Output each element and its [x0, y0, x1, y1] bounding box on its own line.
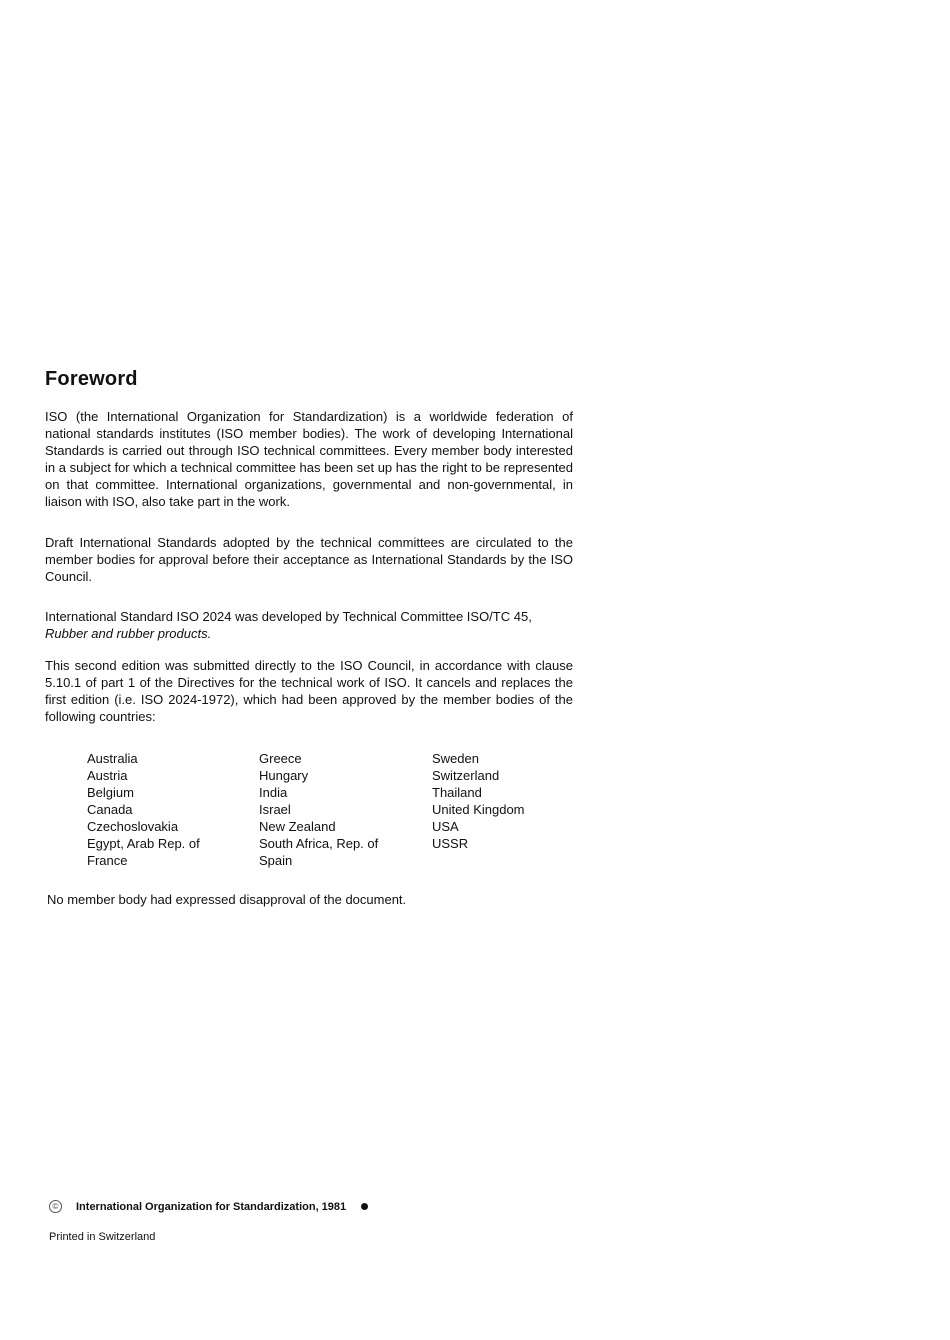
copyright-icon: ©	[49, 1200, 62, 1213]
country-list-column-3	[432, 750, 525, 852]
country-item: Hungary	[259, 768, 309, 783]
country-item: Greece	[259, 751, 302, 766]
country-list-column-1	[87, 750, 200, 869]
country-item: Egypt, Arab Rep. of	[87, 836, 200, 851]
foreword-paragraph-2: Draft International Standards adopted by the technical committees are circulated to the member bodies for approval before their acceptance as International Standards by the ISO Council.	[45, 535, 573, 584]
country-item: Canada	[87, 802, 133, 817]
country-item: Czechoslovakia	[87, 819, 179, 834]
printed-location: Printed in Switzerland	[49, 1231, 156, 1243]
country-item: India	[259, 785, 288, 800]
country-item: USSR	[432, 836, 469, 851]
country-list-column-2	[259, 750, 378, 869]
country-item: Israel	[259, 802, 291, 817]
country-item: United Kingdom	[432, 802, 525, 817]
foreword-paragraph-1: ISO (the International Organization for Standardization) is a worldwide federation of national standards institutes (ISO member bodies). The work of developing International Standards is carried out through ISO technical committees. Every member body interested in a subject for which a technical committee has been set up has the right to be represented on that committee. International organizations, governmental and non-governmental, in liaison with ISO, also take part in the work.	[45, 409, 573, 509]
country-item: South Africa, Rep. of	[259, 836, 379, 851]
foreword-paragraph-3	[45, 608, 573, 642]
country-item: France	[87, 853, 128, 868]
foreword-paragraph-4: This second edition was submitted directly to the ISO Council, in accordance with clause 5.10.1 of part 1 of the Directives for the technical work of ISO. It cancels and replaces the first edition (i.e. ISO 2024-1972), which had been approved by the member bodies of the following countries:	[45, 658, 573, 724]
country-item: Thailand	[432, 785, 482, 800]
country-item: Sweden	[432, 751, 479, 766]
standard-development-text: International Standard ISO 2024 was developed by Technical Committee ISO/TC 45,	[45, 609, 532, 624]
country-item: Switzerland	[432, 768, 500, 783]
country-item: Belgium	[87, 785, 134, 800]
country-item: New Zealand	[259, 819, 336, 834]
country-item: Spain	[259, 853, 293, 868]
bullet-icon	[361, 1203, 368, 1210]
country-item: USA	[432, 819, 459, 834]
country-item: Australia	[87, 751, 138, 766]
committee-title: Rubber and rubber products.	[45, 626, 212, 641]
page-title: Foreword	[45, 368, 138, 390]
copyright-text: International Organization for Standardization, 1981	[76, 1200, 347, 1213]
country-item: Austria	[87, 768, 128, 783]
copyright-line	[49, 1200, 368, 1213]
foreword-paragraph-5: No member body had expressed disapproval of the document.	[47, 892, 407, 907]
